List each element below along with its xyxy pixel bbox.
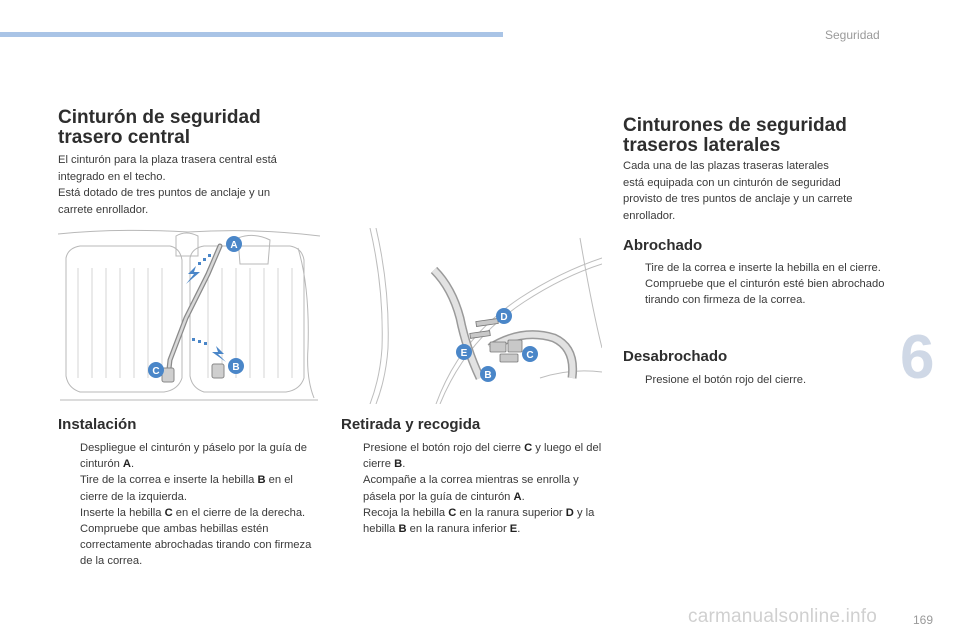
callout-a xyxy=(226,236,242,252)
callout-c-label: C xyxy=(152,366,160,377)
list-item: Recoja la hebilla C en la ranura superior D y la hebilla B en la ranura inferior E. xyxy=(363,506,595,536)
callout-c2-label: C xyxy=(526,350,534,361)
right-intro-line: Cada una de las plazas traseras laterales xyxy=(623,160,829,172)
list-item: Presione el botón rojo del cierre C y luego el del cierre B. xyxy=(363,442,602,471)
removal-list xyxy=(341,440,603,537)
header-accent-bar xyxy=(0,32,503,37)
callout-b2 xyxy=(480,366,496,382)
buckle-stowage-drawing xyxy=(340,228,602,404)
right-title-line: Cinturones de seguridad xyxy=(623,115,847,136)
callout-d-label: D xyxy=(500,312,508,323)
list-item: Presione el botón rojo del cierre. xyxy=(645,374,807,386)
unfasten-list xyxy=(623,372,885,388)
list-item: Tire de la correa e inserte la hebilla B en el cierre de la izquierda. xyxy=(80,474,293,503)
right-title xyxy=(623,116,847,156)
callout-c xyxy=(148,362,164,378)
list-item: Inserte la hebilla C en el cierre de la derecha. xyxy=(80,506,306,519)
left-intro-line: Está dotado de tres puntos de anclaje y un xyxy=(58,187,271,199)
fasten-heading: Abrochado xyxy=(623,237,703,254)
right-intro xyxy=(623,158,885,224)
removal-heading: Retirada y recogida xyxy=(341,416,481,433)
rear-seat-drawing xyxy=(58,228,320,404)
left-title-line: trasero central xyxy=(58,127,191,148)
right-intro-line: provisto de tres puntos de anclaje y un carrete xyxy=(623,193,853,205)
callout-b xyxy=(228,358,244,374)
callout-b-label: B xyxy=(232,362,240,373)
list-item: Compruebe que ambas hebillas estén correctamente abrochadas tirando con firmeza de la correa. xyxy=(80,523,312,568)
list-item: Tire de la correa e inserte la hebilla en el cierre. xyxy=(645,262,881,274)
fasten-list xyxy=(623,260,885,309)
callout-e-label: E xyxy=(460,348,468,359)
left-intro xyxy=(58,152,318,218)
callout-b2-label: B xyxy=(484,370,492,381)
left-intro-line: integrado en el techo. xyxy=(58,170,166,183)
page-number: 169 xyxy=(913,613,934,627)
callout-e xyxy=(456,344,472,360)
callout-a-label: A xyxy=(230,240,238,251)
belt-stowage-illustration xyxy=(340,228,602,404)
list-item: Compruebe que el cinturón esté bien abrochado tirando con firmeza de la correa. xyxy=(645,278,885,307)
right-title-line: traseros laterales xyxy=(623,135,781,156)
callout-c2 xyxy=(522,346,538,362)
left-intro-line: carrete enrollador. xyxy=(58,203,149,216)
unfasten-heading: Desabrochado xyxy=(623,348,728,365)
installation-heading: Instalación xyxy=(58,416,137,433)
installation-list xyxy=(58,440,320,570)
callout-d xyxy=(496,308,512,324)
right-intro-line: está equipada con un cinturón de seguridad xyxy=(623,176,841,189)
list-item: Despliegue el cinturón y páselo por la guía de cinturón A. xyxy=(80,442,308,471)
section-label: Seguridad xyxy=(825,28,880,42)
left-title-line: Cinturón de seguridad xyxy=(58,107,261,128)
watermark: carmanualsonline.info xyxy=(688,606,878,627)
chapter-number: 6 xyxy=(900,323,935,392)
rear-center-belt-illustration xyxy=(58,228,320,404)
right-intro-line: enrollador. xyxy=(623,209,676,222)
left-intro-line: El cinturón para la plaza trasera central está xyxy=(58,154,277,166)
left-title xyxy=(58,108,261,148)
list-item: Acompañe a la correa mientras se enrolla y pásela por la guía de cinturón A. xyxy=(363,474,579,503)
